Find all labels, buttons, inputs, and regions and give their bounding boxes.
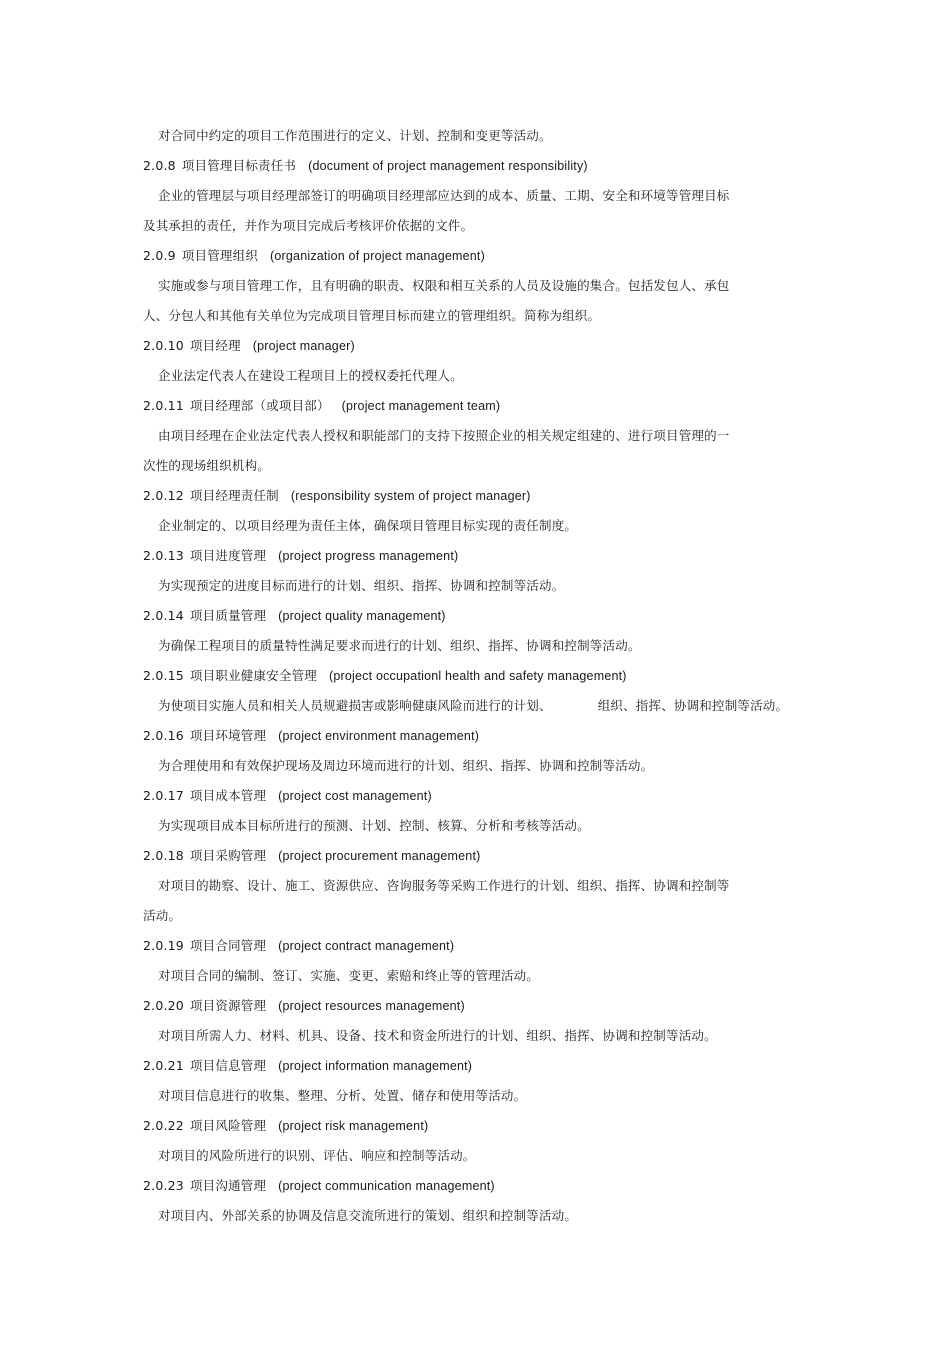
term-definition-line: 为合理使用和有效保护现场及周边环境而进行的计划、组织、指挥、协调和控制等活动。 [158,758,654,773]
term-title: 项目风险管理 [189,1118,267,1133]
term-number: 2.0.19 [143,938,184,953]
term-title: 项目信息管理 [189,1058,267,1073]
term-english: (project progress management) [278,549,459,563]
term-english: (project risk management) [278,1119,429,1133]
term-english: (responsibility system of project manager) [290,489,531,503]
term-title: 项目管理组织 [181,248,259,263]
term-title: 项目采购管理 [189,848,267,863]
term-number: 2.0.9 [143,248,176,263]
term-heading-2-0-20 [143,998,465,1014]
term-definition-line [158,698,788,714]
term-title: 项目职业健康安全管理 [189,668,317,683]
definition-part-1: 为使项目实施人员和相关人员规避损害或影响健康风险而进行的计划、 [158,698,552,713]
term-english: (project quality management) [278,609,446,623]
term-definition-line: 为实现预定的进度目标而进行的计划、组织、指挥、协调和控制等活动。 [158,578,565,593]
term-heading-2-0-8 [143,158,588,174]
term-heading-2-0-9 [143,248,485,264]
term-definition-line: 活动。 [143,908,182,923]
term-definition-line: 由项目经理在企业法定代表人授权和职能部门的支持下按照企业的相关规定组建的、进行项目管理的一 [158,428,730,443]
term-heading-2-0-23 [143,1178,495,1194]
term-heading-2-0-18 [143,848,481,864]
term-title: 项目资源管理 [189,998,267,1013]
term-definition-line: 企业的管理层与项目经理部签订的明确项目经理部应达到的成本、质量、工期、安全和环境等管理目标 [158,188,730,203]
term-number: 2.0.18 [143,848,184,863]
term-english: (project contract management) [278,939,455,953]
term-number: 2.0.11 [143,398,184,413]
term-heading-2-0-12 [143,488,531,504]
term-number: 2.0.23 [143,1178,184,1193]
term-definition-line: 企业制定的、以项目经理为责任主体，确保项目管理目标实现的责任制度。 [158,518,578,533]
term-definition-line: 为实现项目成本目标所进行的预测、计划、控制、核算、分析和考核等活动。 [158,818,590,833]
term-english: (project resources management) [278,999,465,1013]
term-heading-2-0-19 [143,938,454,954]
term-definition-line: 对项目信息进行的收集、整理、分析、处置、储存和使用等活动。 [158,1088,527,1103]
term-definition-line: 企业法定代表人在建设工程项目上的授权委托代理人。 [158,368,463,383]
term-heading-2-0-13 [143,548,458,564]
term-number: 2.0.8 [143,158,176,173]
term-heading-2-0-15 [143,668,627,684]
term-english: (project communication management) [278,1179,495,1193]
term-english: (organization of project management) [270,249,485,263]
term-number: 2.0.12 [143,488,184,503]
term-number: 2.0.15 [143,668,184,683]
term-number: 2.0.13 [143,548,184,563]
term-title: 项目进度管理 [189,548,267,563]
term-english: (project cost management) [278,789,432,803]
intro-definition-line: 对合同中约定的项目工作范围进行的定义、计划、控制和变更等活动。 [158,128,552,143]
term-definition-line: 对项目内、外部关系的协调及信息交流所进行的策划、组织和控制等活动。 [158,1208,578,1223]
term-english: (project information management) [278,1059,473,1073]
term-definition-line: 对项目合同的编制、签订、实施、变更、索赔和终止等的管理活动。 [158,968,540,983]
term-english: (project occupationl health and safety management) [328,669,627,683]
term-definition-line: 及其承担的责任，并作为项目完成后考核评价依据的文件。 [143,218,474,233]
term-english: (project procurement management) [278,849,481,863]
term-definition-line: 对项目的风险所进行的识别、评估、响应和控制等活动。 [158,1148,476,1163]
term-definition-line: 次性的现场组织机构。 [143,458,271,473]
term-english: (document of project management responsibility) [308,159,588,173]
term-title: 项目经理责任制 [189,488,279,503]
term-heading-2-0-17 [143,788,432,804]
term-title: 项目沟通管理 [189,1178,267,1193]
term-number: 2.0.21 [143,1058,184,1073]
term-definition-line: 人、分包人和其他有关单位为完成项目管理目标而建立的管理组织。简称为组织。 [143,308,601,323]
term-english: (project environment management) [278,729,480,743]
term-title: 项目经理 [189,338,241,353]
term-title: 项目经理部（或项目部） [189,398,330,413]
term-number: 2.0.22 [143,1118,184,1133]
term-heading-2-0-16 [143,728,479,744]
term-title: 项目成本管理 [189,788,267,803]
term-heading-2-0-10 [143,338,355,354]
term-heading-2-0-11 [143,398,500,414]
term-definition-line: 实施或参与项目管理工作，且有明确的职责、权限和相互关系的人员及设施的集合。包括发包人、承包 [158,278,730,293]
term-number: 2.0.17 [143,788,184,803]
term-title: 项目合同管理 [189,938,267,953]
term-title: 项目管理目标责任书 [181,158,297,173]
term-title: 项目环境管理 [189,728,267,743]
term-definition-line: 为确保工程项目的质量特性满足要求而进行的计划、组织、指挥、协调和控制等活动。 [158,638,641,653]
term-heading-2-0-21 [143,1058,472,1074]
term-number: 2.0.16 [143,728,184,743]
definition-part-2: 组织、指挥、协调和控制等活动。 [597,698,789,713]
term-number: 2.0.14 [143,608,184,623]
term-definition-line: 对项目所需人力、材料、机具、设备、技术和资金所进行的计划、组织、指挥、协调和控制等活动。 [158,1028,717,1043]
term-number: 2.0.20 [143,998,184,1013]
term-heading-2-0-14 [143,608,446,624]
term-english: (project management team) [341,399,501,413]
term-english: (project manager) [252,339,355,353]
term-heading-2-0-22 [143,1118,428,1134]
term-definition-line: 对项目的勘察、设计、施工、资源供应、咨询服务等采购工作进行的计划、组织、指挥、协调和控制等 [158,878,730,893]
term-number: 2.0.10 [143,338,184,353]
term-title: 项目质量管理 [189,608,267,623]
